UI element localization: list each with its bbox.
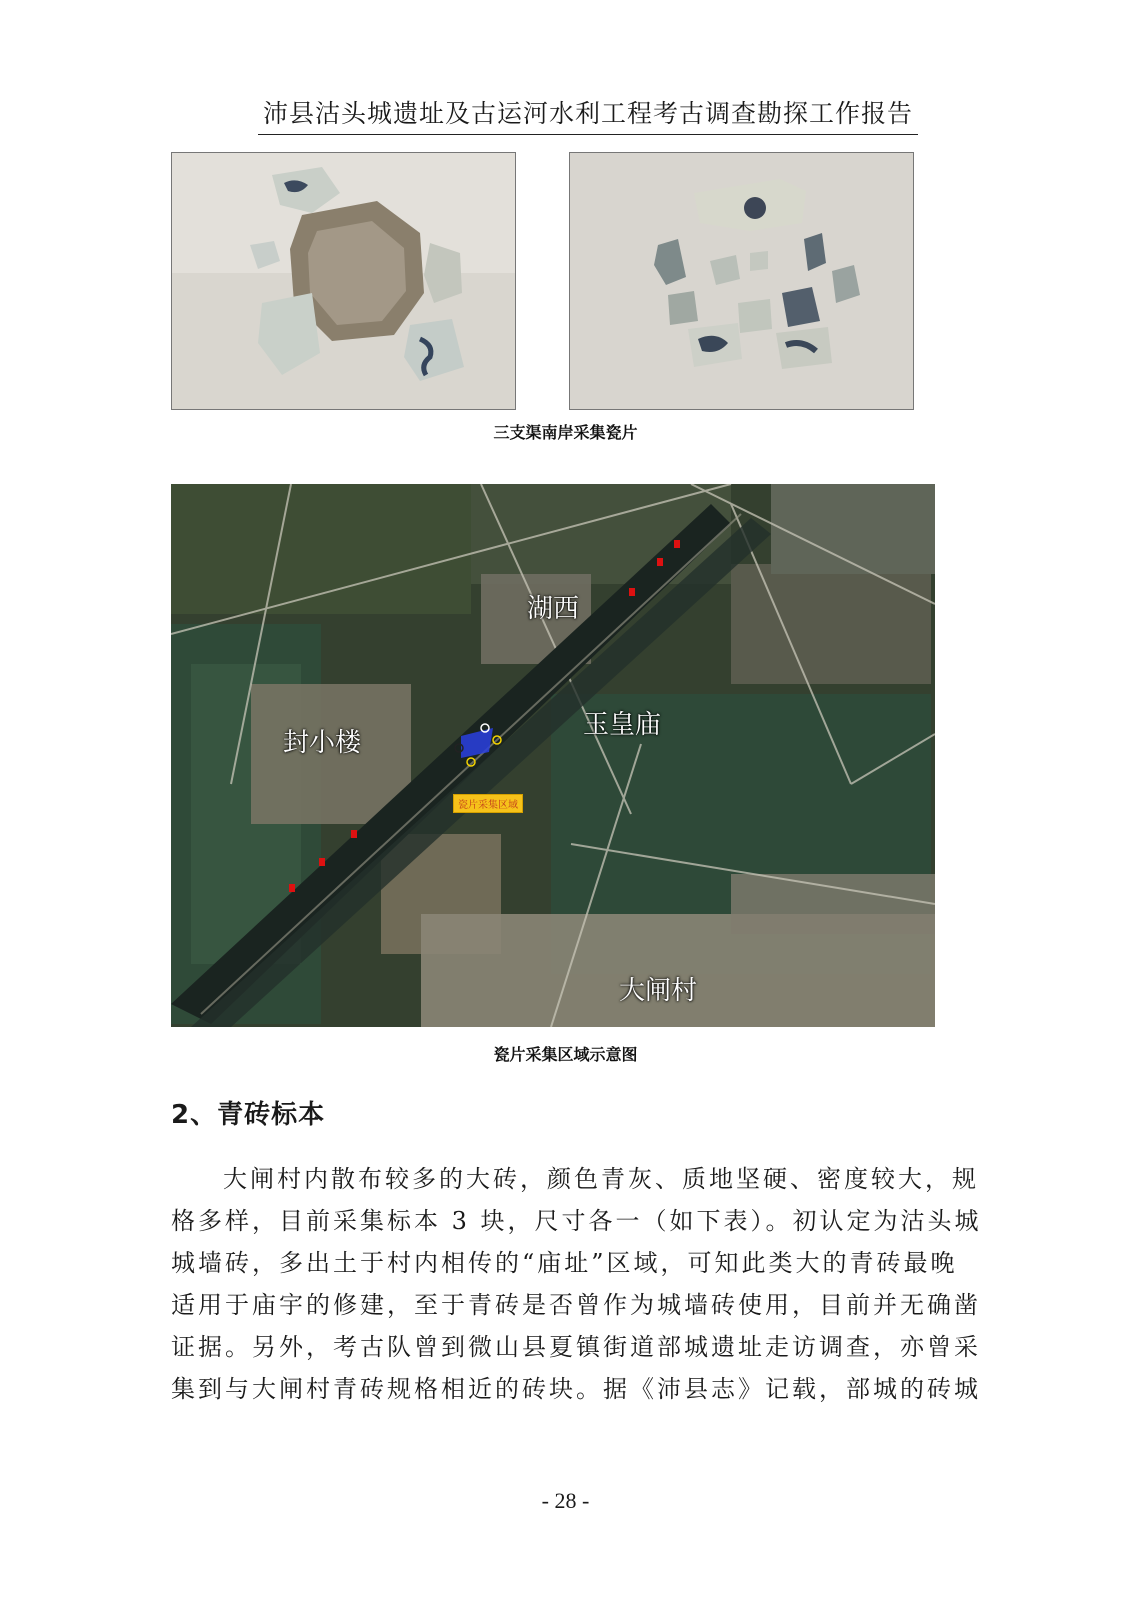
map-label-huxi: 湖西 [527,594,580,624]
map-label-dazhacun: 大闸村 [619,976,698,1006]
body-paragraph [171,1158,982,1410]
body-line: 集到与大闸村青砖规格相近的砖块。据《沛县志》记载，部城的砖城 [171,1375,981,1403]
figure2-caption: 瓷片采集区域示意图 [493,1045,638,1064]
page-number: - 28 - [541,1488,590,1513]
shards-photo-right [569,152,914,410]
body-line: 适用于庙宇的修建，至于青砖是否曾作为城墙砖使用，目前并无确凿 [171,1291,981,1319]
body-line: 大闸村内散布较多的大砖，颜色青灰、质地坚硬、密度较大，规 [223,1165,979,1193]
figure1-caption: 三支渠南岸采集瓷片 [493,423,638,442]
shards-photo-left-image [172,153,515,409]
body-line: 城墙砖，多出土于村内相传的“庙址”区域，可知此类大的青砖最晚 [171,1249,958,1277]
shards-photo-left [171,152,516,410]
body-line: 证据。另外，考古队曾到微山县夏镇街道部城遗址走访调查，亦曾采 [171,1333,981,1361]
map-label-fengxiaolou: 封小楼 [283,728,362,758]
report-header-title: 沛县沽头城遗址及古运河水利工程考古调查勘探工作报告 [258,96,918,135]
section-heading: 2、青砖标本 [171,1100,326,1130]
map-label-yuhuangmiao: 玉皇庙 [583,710,662,740]
map-label-collection-area: 瓷片采集区域 [453,794,523,813]
shards-photo-right-image [570,153,913,409]
collection-area-map [171,484,935,1027]
body-line: 格多样，目前采集标本 3 块，尺寸各一（如下表）。初认定为沽头城 [171,1207,982,1235]
